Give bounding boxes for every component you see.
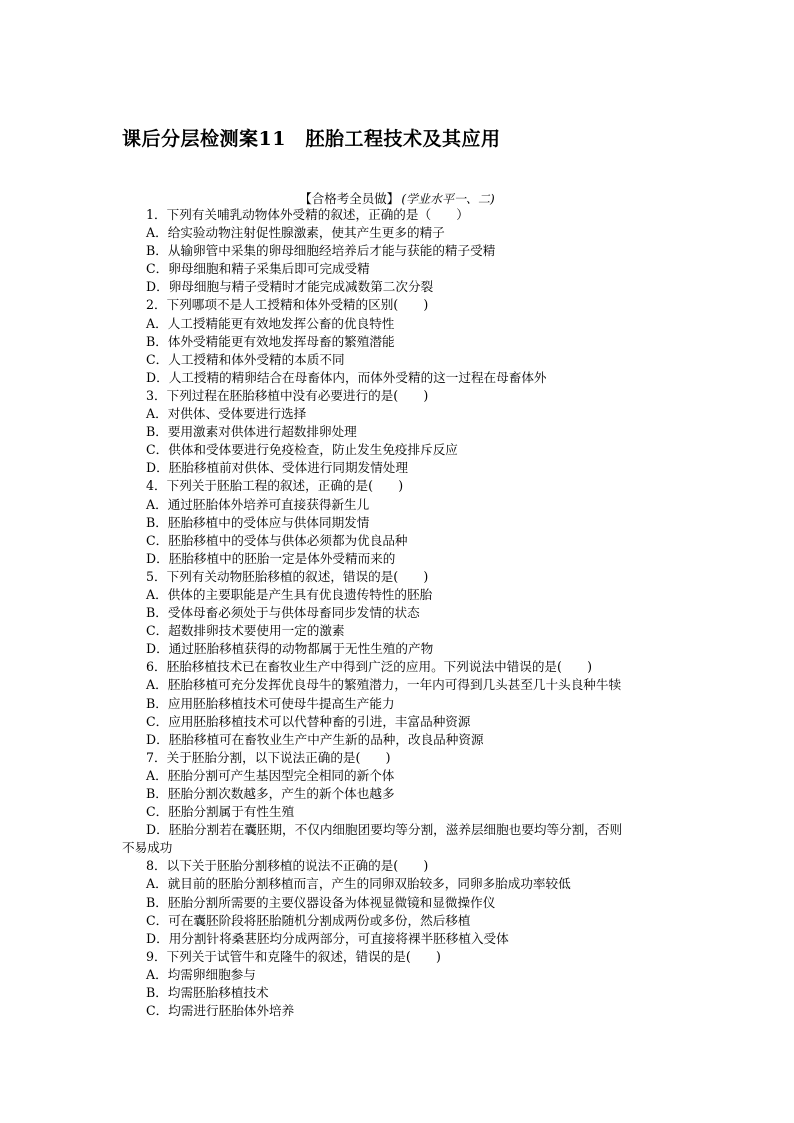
question-4-option-a: A．通过胚胎体外培养可直接获得新生儿: [146, 496, 370, 512]
question-2-option-c: C．人工授精和体外受精的本质不同: [146, 351, 345, 367]
question-2-option-b: B．体外受精能更有效地发挥母畜的繁殖潜能: [146, 333, 395, 349]
question-2-option-a: A．人工授精能更有效地发挥公畜的优良特性: [146, 315, 395, 331]
question-2-option-d: D．人工授精的精卵结合在母畜体内，而体外受精的这一过程在母畜体外: [146, 369, 547, 385]
question-3-option-b: B．要用激素对供体进行超数排卵处理: [146, 424, 357, 440]
question-1-option-d: D．卵母细胞与精子受精时才能完成减数第二次分裂: [146, 279, 434, 295]
question-9-option-b: B．均需胚胎移植技术: [146, 985, 269, 1001]
question-6-stem: 6．胚胎移植技术已在畜牧业生产中得到广泛的应用。下列说法中错误的是( ): [146, 659, 593, 675]
question-8-stem: 8．以下关于胚胎分割移植的说法不正确的是( ): [146, 858, 429, 874]
page-title: 课后分层检测案11 胚胎工程技术及其应用: [122, 128, 501, 150]
question-4-option-d: D．胚胎移植中的胚胎一定是体外受精而来的: [146, 550, 396, 566]
question-5-option-c: C．超数排卵技术要使用一定的激素: [146, 623, 345, 639]
question-4-option-c: C．胚胎移植中的受体与供体必须都为优良品种: [146, 532, 408, 548]
question-3-option-c: C．供体和受体要进行免疫检查，防止发生免疫排斥反应: [146, 442, 458, 458]
question-6-option-b: B．应用胚胎移植技术可使母牛提高生产能力: [146, 695, 395, 711]
question-5-option-d: D．通过胚胎移植获得的动物都属于无性生殖的产物: [146, 641, 434, 657]
question-5-stem: 5．下列有关动物胚胎移植的叙述，错误的是( ): [146, 568, 429, 584]
question-1-option-a: A．给实验动物注射促性腺激素，使其产生更多的精子: [146, 225, 445, 241]
question-4-option-b: B．胚胎移植中的受体应与供体同期发情: [146, 514, 370, 530]
question-6-option-d: D．胚胎移植可在畜牧业生产中产生新的品种，改良品种资源: [146, 731, 484, 747]
question-1-stem: 1．下列有关哺乳动物体外受精的叙述，正确的是（ ）: [146, 207, 469, 222]
question-9-stem: 9．下列关于试管牛和克隆牛的叙述，错误的是( ): [146, 948, 441, 964]
question-1-option-c: C．卵母细胞和精子采集后即可完成受精: [146, 261, 370, 277]
question-7-option-b: B．胚胎分割次数越多，产生的新个体也越多: [146, 786, 395, 801]
question-4-stem: 4．下列关于胚胎工程的叙述，正确的是( ): [146, 478, 404, 494]
section-level-note: (学业水平一、二): [401, 192, 495, 206]
question-5-option-a: A．供体的主要职能是产生具有优良遗传特性的胚胎: [146, 586, 433, 602]
question-3-option-a: A．对供体、受体要进行选择: [146, 406, 307, 422]
question-9-option-c: C．均需进行胚胎体外培养: [146, 1003, 295, 1019]
question-6-option-a: A．胚胎移植可充分发挥优良母牛的繁殖潜力，一年内可得到几头甚至几十头良种牛犊: [146, 677, 622, 693]
question-7-option-d-continuation: 不易成功: [122, 840, 173, 856]
question-list: [122, 206, 686, 1020]
section-heading: [0, 189, 794, 207]
question-8-option-b: B．胚胎分割所需要的主要仪器设备为体视显微镜和显微操作仪: [146, 894, 496, 910]
question-8-option-c: C．可在囊胚阶段将胚胎随机分割成两份或多份，然后移植: [146, 912, 471, 928]
question-7-stem: 7．关于胚胎分割，以下说法正确的是( ): [146, 749, 391, 765]
question-5-option-b: B．受体母畜必须处于与供体母畜同步发情的状态: [146, 605, 420, 621]
question-7-option-d: D．胚胎分割若在囊胚期，不仅内细胞团要均等分割，滋养层细胞也要均等分割，否则: [146, 822, 623, 838]
question-3-option-d: D．胚胎移植前对供体、受体进行同期发情处理: [146, 460, 408, 476]
question-8-option-a: A．就目前的胚胎分割移植而言，产生的同卵双胎较多，同卵多胎成功率较低: [146, 876, 571, 892]
question-2-stem: 2．下列哪项不是人工授精和体外受精的区别( ): [146, 297, 429, 313]
question-7-option-a: A．胚胎分割可产生基因型完全相同的新个体: [146, 767, 395, 783]
question-6-option-c: C．应用胚胎移植技术可以代替种畜的引进，丰富品种资源: [146, 713, 471, 729]
section-label: 【合格考全员做】: [299, 191, 400, 206]
question-3-stem: 3．下列过程在胚胎移植中没有必要进行的是( ): [146, 387, 429, 403]
question-8-option-d: D．用分割针将桑葚胚均分成两部分，可直接将裸半胚移植入受体: [146, 930, 509, 946]
question-7-option-c: C．胚胎分割属于有性生殖: [146, 804, 295, 820]
question-1-option-b: B．从输卵管中采集的卵母细胞经培养后才能与获能的精子受精: [146, 243, 496, 259]
question-9-option-a: A．均需卵细胞参与: [146, 966, 256, 982]
